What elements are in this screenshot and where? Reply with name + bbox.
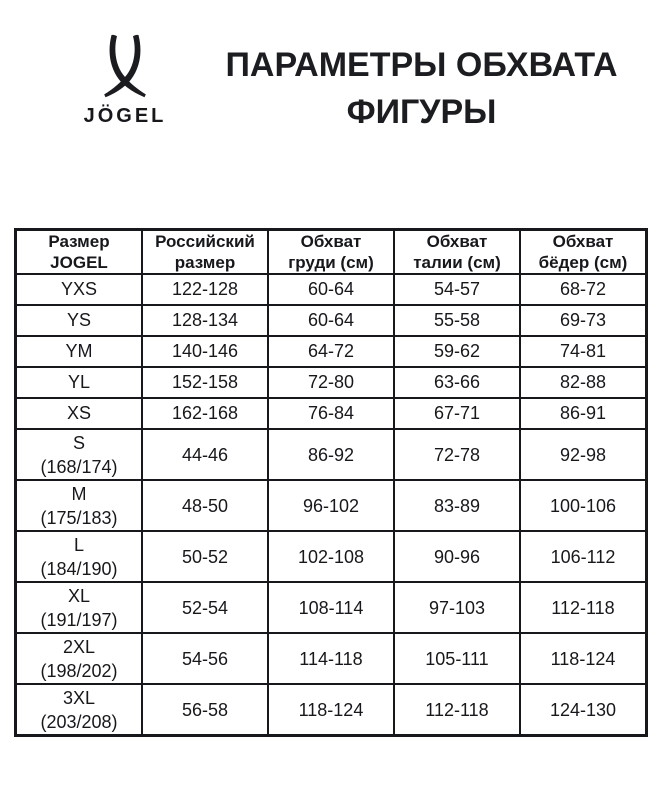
chest-cell: 76-84 (268, 398, 394, 429)
russian-size-cell: 56-58 (142, 684, 268, 736)
hips-cell: 69-73 (520, 305, 647, 336)
size-cell (16, 531, 142, 582)
hips-cell: 68-72 (520, 274, 647, 305)
table-row-2xl (16, 633, 647, 684)
russian-size-cell: 140-146 (142, 336, 268, 367)
table-row-3xl (16, 684, 647, 736)
size-label: M (71, 483, 87, 504)
size-label: L (73, 534, 84, 555)
size-height-note: (191/197) (40, 609, 118, 630)
chest-cell: 86-92 (268, 429, 394, 480)
hips-cell: 124-130 (520, 684, 647, 736)
size-cell (16, 582, 142, 633)
page-title (192, 42, 651, 136)
size-label: YM (65, 341, 93, 361)
chest-cell: 108-114 (268, 582, 394, 633)
size-table-body (16, 274, 647, 736)
waist-cell: 72-78 (394, 429, 520, 480)
chest-cell: 64-72 (268, 336, 394, 367)
column-header-3 (394, 230, 520, 275)
size-label: 3XL (62, 687, 95, 708)
table-row-m (16, 480, 647, 531)
size-label: YS (66, 310, 91, 330)
column-header-line2: груди (см) (288, 253, 374, 272)
hips-cell: 100-106 (520, 480, 647, 531)
russian-size-cell: 54-56 (142, 633, 268, 684)
size-cell (16, 633, 142, 684)
column-header-line2: бёдер (см) (538, 253, 628, 272)
russian-size-cell: 162-168 (142, 398, 268, 429)
chest-cell: 102-108 (268, 531, 394, 582)
header-row (16, 230, 647, 275)
table-row-s (16, 429, 647, 480)
column-header-2 (268, 230, 394, 275)
size-height-note: (198/202) (40, 660, 118, 681)
chest-cell: 96-102 (268, 480, 394, 531)
table-row-ys (16, 305, 647, 336)
hips-cell: 112-118 (520, 582, 647, 633)
jogel-logo (66, 34, 184, 128)
hips-cell: 92-98 (520, 429, 647, 480)
russian-size-cell: 50-52 (142, 531, 268, 582)
size-cell (16, 367, 142, 398)
hips-cell: 74-81 (520, 336, 647, 367)
size-cell (16, 429, 142, 480)
column-header-0 (16, 230, 142, 275)
size-height-note: (175/183) (40, 507, 118, 528)
waist-cell: 83-89 (394, 480, 520, 531)
size-cell (16, 684, 142, 736)
table-row-xs (16, 398, 647, 429)
size-height-note: (184/190) (40, 558, 118, 579)
size-label: YL (67, 372, 90, 392)
russian-size-cell: 52-54 (142, 582, 268, 633)
hips-cell: 106-112 (520, 531, 647, 582)
waist-cell: 55-58 (394, 305, 520, 336)
size-cell (16, 398, 142, 429)
size-label: 2XL (62, 636, 95, 657)
column-header-line2: размер (174, 253, 236, 272)
column-header-line2: талии (см) (413, 253, 501, 272)
chest-cell: 118-124 (268, 684, 394, 736)
column-header-line1: Обхват (300, 232, 362, 251)
size-label: XS (66, 403, 91, 423)
waist-cell: 97-103 (394, 582, 520, 633)
waist-cell: 90-96 (394, 531, 520, 582)
waist-cell: 63-66 (394, 367, 520, 398)
title-line-1: ПАРАМЕТРЫ ОБХВАТА (225, 46, 618, 84)
size-cell (16, 480, 142, 531)
waist-cell: 59-62 (394, 336, 520, 367)
chest-cell: 72-80 (268, 367, 394, 398)
size-table (14, 228, 648, 737)
chest-cell: 60-64 (268, 274, 394, 305)
hips-cell: 86-91 (520, 398, 647, 429)
hips-cell: 82-88 (520, 367, 647, 398)
column-header-1 (142, 230, 268, 275)
waist-cell: 105-111 (394, 633, 520, 684)
size-cell (16, 336, 142, 367)
table-row-ym (16, 336, 647, 367)
table-row-xl (16, 582, 647, 633)
russian-size-cell: 48-50 (142, 480, 268, 531)
size-cell (16, 274, 142, 305)
size-height-note: (203/208) (40, 711, 118, 732)
column-header-line1: Обхват (426, 232, 488, 251)
russian-size-cell: 122-128 (142, 274, 268, 305)
waist-cell: 54-57 (394, 274, 520, 305)
column-header-4 (520, 230, 647, 275)
column-header-line1: Российский (155, 232, 255, 251)
table-row-yxs (16, 274, 647, 305)
size-label: XL (67, 585, 90, 606)
size-height-note: (168/174) (40, 456, 118, 477)
waist-cell: 67-71 (394, 398, 520, 429)
column-header-line1: Обхват (552, 232, 614, 251)
chest-cell: 60-64 (268, 305, 394, 336)
russian-size-cell: 128-134 (142, 305, 268, 336)
size-cell (16, 305, 142, 336)
russian-size-cell: 44-46 (142, 429, 268, 480)
brand-wordmark: JÖGEL (83, 105, 167, 127)
column-header-line1: Размер (48, 232, 110, 251)
russian-size-cell: 152-158 (142, 367, 268, 398)
column-header-line2: JOGEL (50, 253, 108, 272)
size-table-head (16, 230, 647, 275)
title-line-2: ФИГУРЫ (346, 93, 497, 131)
chest-cell: 114-118 (268, 633, 394, 684)
table-row-yl (16, 367, 647, 398)
hips-cell: 118-124 (520, 633, 647, 684)
jogel-v-icon (100, 34, 150, 98)
waist-cell: 112-118 (394, 684, 520, 736)
size-label: S (72, 432, 85, 453)
table-row-l (16, 531, 647, 582)
size-label: YXS (60, 279, 97, 299)
